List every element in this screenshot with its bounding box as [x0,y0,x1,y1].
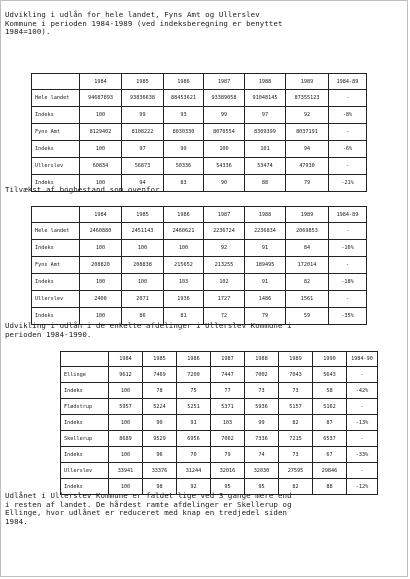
table-cell: 189495 [245,257,286,274]
caption-branches: Udvikling i udlån i de enkelte afdelinger i Ullerslev Kommune i perioden 1984-1990. [5,321,292,339]
table3-body [61,352,378,495]
table-cell: 7002 [245,367,279,383]
table-header-row [32,207,367,223]
table-row [32,158,367,175]
row-label-cell: Indeks [61,447,109,463]
table-cell: 7336 [245,431,279,447]
table-cell: 8030330 [164,124,204,141]
table-cell: 93 [164,107,204,124]
table-cell: 5224 [143,399,177,415]
table-cell: 81 [164,308,204,325]
table-cell: 70 [177,447,211,463]
table-cell: 94687893 [80,90,122,107]
table-cell: 208838 [122,257,164,274]
table-cell: 96 [143,447,177,463]
table-cell: 82 [286,274,329,291]
table-cell: 100 [122,274,164,291]
table-acquisitions-1984-1989 [31,206,367,325]
table-cell: 100 [122,240,164,257]
table-cell: 208820 [80,257,122,274]
table-cell: 213255 [204,257,245,274]
table-cell: -8% [329,107,367,124]
table-cell: 79 [286,175,329,192]
table-cell: 9529 [143,431,177,447]
row-label-cell: Fyns Amt [32,124,80,141]
table-cell: 82 [279,415,313,431]
table-cell: 215652 [164,257,204,274]
table-cell: -12% [347,479,378,495]
table-cell: 7200 [177,367,211,383]
table-cell: 31244 [177,463,211,479]
table-cell: 54336 [204,158,245,175]
table-header-cell: 1984-90 [347,352,378,367]
row-label-cell: Flødstrup [61,399,109,415]
table-header-cell: 1984-89 [329,74,367,90]
table-cell: 5162 [313,399,347,415]
table-cell: 1561 [286,291,329,308]
table-branches-1984-1990 [60,351,378,495]
table-cell: 79 [211,447,245,463]
table-cell: 56873 [122,158,164,175]
table-cell: 58 [313,383,347,399]
table-cell: - [329,291,367,308]
row-label-cell: Ullerslev [61,463,109,479]
table-cell: 92 [204,240,245,257]
table-row [61,383,378,399]
table-cell: 29846 [313,463,347,479]
table-cell: - [329,124,367,141]
row-label-cell: Ullerslev [32,291,80,308]
table-cell: 103 [164,274,204,291]
table-cell: 5251 [177,399,211,415]
table-header-cell: 1986 [177,352,211,367]
table-cell: 74 [245,447,279,463]
table-header-cell [32,207,80,223]
table-cell: 101 [245,141,286,158]
intro-paragraph: Udvikling i udlån for hele landet, Fyns Amt og Ullerslev Kommune i perioden 1984-1989 (ved indeksberegning er benyttet 1984=100). [5,10,283,37]
table-cell: 75 [177,383,211,399]
table-cell: 91 [245,274,286,291]
table-cell: 27595 [279,463,313,479]
row-label-cell: Indeks [61,479,109,495]
table-cell: 7447 [211,367,245,383]
table-row [32,107,367,124]
table-header-cell: 1987 [204,207,245,223]
table-header-cell: 1988 [245,352,279,367]
table-cell: 103 [211,415,245,431]
table-cell: - [329,223,367,240]
table-cell: 8309399 [245,124,286,141]
row-label-cell: Hele landet [32,90,80,107]
row-label-cell: Indeks [61,415,109,431]
table-row [32,124,367,141]
table-cell: 100 [80,308,122,325]
table-header-cell: 1985 [143,352,177,367]
table-cell: 93389058 [204,90,245,107]
table-cell: 8070554 [204,124,245,141]
table-row [61,367,378,383]
table-cell: 33376 [143,463,177,479]
table-cell: 95 [245,479,279,495]
table-row [61,463,378,479]
table-cell: 59 [286,308,329,325]
table-cell: - [329,158,367,175]
table-cell: 99 [122,107,164,124]
table-header-cell: 1989 [279,352,313,367]
table-lending-1984-1989 [31,73,367,192]
table-cell: 32016 [211,463,245,479]
table-header-cell: 1987 [211,352,245,367]
table-cell: 172014 [286,257,329,274]
table-header-cell: 1989 [286,207,329,223]
table-header-cell: 1988 [245,207,286,223]
table-header-cell: 1985 [122,207,164,223]
table-cell: 98 [143,479,177,495]
table-row [32,223,367,240]
table-cell: 2069853 [286,223,329,240]
table-cell: 8037191 [286,124,329,141]
table-cell: 97 [245,107,286,124]
table-cell: 94 [122,175,164,192]
table-cell: 1486 [245,291,286,308]
table-cell: -13% [347,415,378,431]
table-cell: 90 [143,415,177,431]
table-cell: 8108222 [122,124,164,141]
table-row [32,90,367,107]
table-cell: 102 [204,274,245,291]
table-cell: 100 [204,141,245,158]
table-cell: 90 [204,175,245,192]
table-cell: 9612 [109,367,143,383]
table-cell: 88 [313,479,347,495]
table-cell: - [347,463,378,479]
table-cell: - [347,431,378,447]
table-cell: 87 [313,415,347,431]
table-cell: 78 [143,383,177,399]
table-cell: 2400 [80,291,122,308]
table-cell: 91 [177,415,211,431]
table-cell: 7215 [279,431,313,447]
table-cell: 99 [245,415,279,431]
caption-acquisitions: Tilvækst af bogbestand som ovenfor. [5,185,165,194]
table-cell: 7469 [143,367,177,383]
row-label-cell: Indeks [32,141,80,158]
table-header-cell: 1990 [313,352,347,367]
table-header-cell: 1984 [80,207,122,223]
table-header-cell: 1984 [80,74,122,90]
table-cell: 82 [279,479,313,495]
table-row [61,447,378,463]
row-label-cell: Indeks [32,175,80,192]
row-label-cell: Indeks [32,308,80,325]
conclusion-paragraph: Udlånet i Ullerslev Kommune er faldet lige ved 3 gange mere end i resten af landet. De hårdest ramte afdelinger er Skellerup og Ellinge, hvor udlånet er reduceret med knap en tredjedel siden 1984. [5,491,292,526]
row-label-cell: Ullerslev [32,158,80,175]
table-cell: 5643 [313,367,347,383]
table-cell: 8129402 [80,124,122,141]
table-row [32,291,367,308]
table-cell: 100 [109,447,143,463]
table-cell: - [329,257,367,274]
table-cell: 60834 [80,158,122,175]
table-cell: 8689 [109,431,143,447]
row-label-cell: Indeks [32,240,80,257]
table-header-cell [32,74,80,90]
table-cell: 6537 [313,431,347,447]
table-header-cell [61,352,109,367]
table-cell: 5957 [109,399,143,415]
table-cell: 5371 [211,399,245,415]
table-cell: - [347,367,378,383]
table-cell: - [347,399,378,415]
table-cell: -16% [329,240,367,257]
table-cell: 92 [177,479,211,495]
table-cell: -42% [347,383,378,399]
row-label-cell: Indeks [61,383,109,399]
table-cell: 5157 [279,399,313,415]
row-label-cell: Indeks [32,107,80,124]
table-header-cell: 1986 [164,74,204,90]
table-cell: 2236724 [204,223,245,240]
table-cell: 77 [211,383,245,399]
table-cell: 53474 [245,158,286,175]
table-row [61,431,378,447]
table-cell: 6956 [177,431,211,447]
table-header-cell: 1986 [164,207,204,223]
table-cell: -18% [329,274,367,291]
table-row [61,415,378,431]
table-cell: 88 [245,175,286,192]
table-cell: 79 [245,308,286,325]
row-label-cell: Fyns Amt [32,257,80,274]
table-cell: 100 [80,141,122,158]
table-cell: 72 [204,308,245,325]
table-cell: 95 [211,479,245,495]
table-cell: 97 [122,141,164,158]
table-cell: -35% [329,308,367,325]
table-cell: 100 [80,175,122,192]
row-label-cell: Ellinge [61,367,109,383]
table-cell: 73 [245,383,279,399]
table-header-row [32,74,367,90]
table-header-cell: 1985 [122,74,164,90]
table-cell: 84 [286,240,329,257]
row-label-cell: Hele landet [32,223,80,240]
table-cell: 67 [313,447,347,463]
table-cell: 100 [164,240,204,257]
table-cell: 2460880 [80,223,122,240]
row-label-cell: Skellerup [61,431,109,447]
table-cell: -6% [329,141,367,158]
table-cell: -33% [347,447,378,463]
table-cell: 83 [164,175,204,192]
table2-body [32,207,367,325]
table-row [61,399,378,415]
table-cell: 93836638 [122,90,164,107]
table-cell: 100 [109,479,143,495]
table-header-cell: 1984 [109,352,143,367]
table-cell: 33941 [109,463,143,479]
table-cell: 2460621 [164,223,204,240]
table-cell: 87355123 [286,90,329,107]
table-cell: 100 [80,274,122,291]
table-cell: 88453621 [164,90,204,107]
table-cell: 91 [245,240,286,257]
table-row [32,274,367,291]
table-cell: 73 [279,447,313,463]
table-cell: 86 [122,308,164,325]
table-cell: 94 [286,141,329,158]
table-header-cell: 1984-89 [329,207,367,223]
table-cell: 73 [279,383,313,399]
table-row [32,240,367,257]
table-cell: 100 [80,107,122,124]
table-cell: 92 [286,107,329,124]
table-cell: 7043 [279,367,313,383]
table-header-cell: 1989 [286,74,329,90]
table-cell: 91048145 [245,90,286,107]
table-cell: 100 [109,383,143,399]
table1-body [32,74,367,192]
table-cell: 5936 [245,399,279,415]
table-cell: 2071 [122,291,164,308]
table-cell: 99 [204,107,245,124]
table-cell: 2451143 [122,223,164,240]
table-cell: 7062 [211,431,245,447]
table-header-cell: 1987 [204,74,245,90]
table-header-row [61,352,378,367]
table-cell: - [329,90,367,107]
table-cell: 1727 [204,291,245,308]
table-cell: 47930 [286,158,329,175]
table-cell: 50336 [164,158,204,175]
table-cell: 1936 [164,291,204,308]
table-row [32,257,367,274]
table-row [32,141,367,158]
table-cell: 100 [80,240,122,257]
row-label-cell: Indeks [32,274,80,291]
table-cell: 99 [164,141,204,158]
table-cell: 2236834 [245,223,286,240]
table-header-cell: 1988 [245,74,286,90]
table-cell: -21% [329,175,367,192]
table-cell: 32030 [245,463,279,479]
table-cell: 100 [109,415,143,431]
